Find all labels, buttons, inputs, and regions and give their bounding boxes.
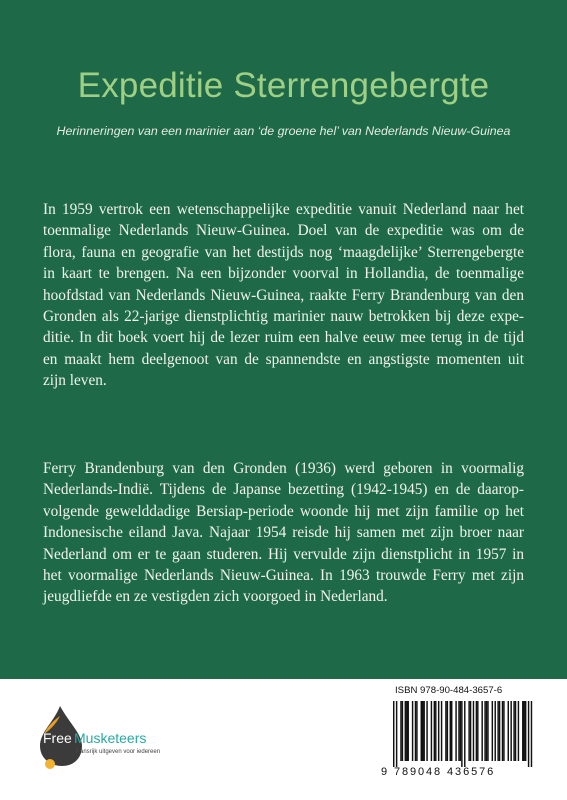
- barcode-bar: [421, 701, 422, 761]
- barcode-bar: [405, 701, 406, 761]
- barcode-bar: [423, 701, 424, 761]
- barcode-bar: [476, 701, 477, 761]
- barcode-bar: [455, 701, 456, 761]
- bio-line: jeugdliefde en ze vestigden zich voorgoed in Nederland.: [43, 588, 388, 606]
- barcode-bar: [435, 701, 436, 761]
- author-bio-paragraph: [43, 458, 524, 608]
- barcode-bar: [451, 701, 452, 761]
- barcode-bar: [531, 701, 532, 767]
- barcode-bar: [499, 701, 500, 761]
- barcode-bar: [406, 701, 407, 761]
- barcode-bar: [515, 701, 516, 761]
- barcode-bar: [393, 701, 394, 767]
- bio-line: volgende gewelddadige Bersiap-periode woonde hij met zijn familie op het: [43, 502, 524, 520]
- barcode-bar: [450, 701, 451, 761]
- bio-line: Ferry Brandenburg van den Gronden (1936) werd geboren in voormalig: [43, 460, 524, 477]
- barcode-bar: [524, 701, 525, 761]
- bio-line: het voormalige Nederlands Nieuw-Guinea. In 1963 trouwde Ferry met zijn: [43, 566, 524, 584]
- barcode-bar: [522, 701, 523, 761]
- barcode-bar: [502, 701, 503, 761]
- logo-musketeers-text: Musketeers: [74, 730, 147, 746]
- synopsis-line: toenmalige Nederlands Nieuw-Guinea. Doel van de expeditie was om de: [43, 222, 524, 240]
- synopsis-line: ditie. In dit boek voert hij de lezer ruim een halve eeuw mee terug in de tijd: [43, 329, 524, 347]
- barcode-bar: [422, 701, 423, 761]
- barcode-bar: [487, 701, 488, 761]
- book-subtitle: Herinneringen van een marinier aan ‘de groene hel’ van Nederlands Nieuw-Guinea: [56, 124, 511, 138]
- bio-line: Nederland om er te gaan studeren. Hij vervulde zijn dienstplicht in 1957 in: [43, 545, 524, 563]
- bio-line: Indonesische eiland Java. Najaar 1954 reisde hij samen met zijn broer naar: [43, 524, 524, 542]
- barcode-bar: [508, 701, 509, 761]
- isbn-barcode-block: [381, 680, 537, 788]
- barcode-bar: [486, 701, 487, 761]
- barcode-bar: [525, 701, 526, 761]
- barcode-bar: [470, 701, 471, 761]
- barcode-icon: [381, 701, 537, 767]
- barcode-bar: [416, 701, 417, 761]
- barcode-bar: [484, 701, 485, 761]
- book-title: Expeditie Sterrengebergte: [77, 66, 490, 105]
- barcode-bar: [458, 701, 459, 761]
- barcode-bar: [441, 701, 442, 761]
- synopsis-line: Gronden als 22-jarige dienstplichtig marinier nauw betrokken bij deze expe-: [43, 307, 524, 325]
- logo-free-text: Free: [43, 730, 72, 746]
- barcode-bar: [447, 701, 448, 761]
- synopsis-line: In 1959 vertrok een wetenschappelijke expeditie vanuit Nederland naar het: [43, 201, 524, 218]
- barcode-bar: [503, 701, 504, 761]
- barcode-bar: [468, 701, 469, 761]
- barcode-number: 9 789048 436576: [381, 766, 496, 778]
- isbn-label: ISBN 978-90-484-3657-6: [395, 685, 503, 696]
- barcode-bar: [415, 701, 416, 761]
- barcode-bar: [460, 701, 461, 761]
- barcode-bar: [513, 701, 514, 761]
- barcode-bar: [464, 701, 465, 767]
- barcode-bar: [408, 701, 409, 761]
- barcode-bar: [434, 701, 435, 761]
- barcode-bar: [528, 701, 529, 767]
- barcode-bar: [481, 701, 482, 761]
- barcode-bar: [497, 701, 498, 761]
- publisher-logo: [38, 704, 238, 774]
- barcode-bar: [510, 701, 511, 761]
- barcode-bar: [400, 701, 401, 761]
- barcode-bar: [445, 701, 446, 761]
- logo-tagline: Kansrijk uitgeven voor iedereen: [76, 749, 161, 755]
- barcode-bar: [492, 701, 493, 761]
- barcode-bar: [461, 701, 462, 767]
- synopsis-line: flora, fauna en geografie van het destijds nog ‘maagdelijke’ Sterrengebergte: [43, 243, 524, 261]
- barcode-bar: [438, 701, 439, 761]
- barcode-bar: [402, 701, 403, 761]
- barcode-bar: [426, 701, 427, 761]
- barcode-bar: [477, 701, 478, 761]
- barcode-bar: [396, 701, 397, 767]
- barcode-bar: [473, 701, 474, 761]
- synopsis-line: zijn leven.: [43, 372, 107, 390]
- barcode-bar: [518, 701, 519, 761]
- barcode-bar: [412, 701, 413, 761]
- barcode-bar: [495, 701, 496, 761]
- bio-line: Nederlands-Indië. Tijdens de Japanse bezetting (1942-1945) en de daarop-: [43, 481, 524, 499]
- synopsis-line: in kaart te brengen. Na een bijzonder voorval in Hollandia, de toenmalige: [43, 265, 524, 283]
- barcode-bar: [431, 701, 432, 761]
- synopsis-paragraph: [43, 199, 524, 392]
- synopsis-line: en maakt hem deelgenoot van de spannendste en angstigste momenten uit: [43, 350, 524, 368]
- synopsis-line: hoofdstad van Nederlands Nieuw-Guinea, raakte Ferry Brandenburg van den: [43, 286, 524, 304]
